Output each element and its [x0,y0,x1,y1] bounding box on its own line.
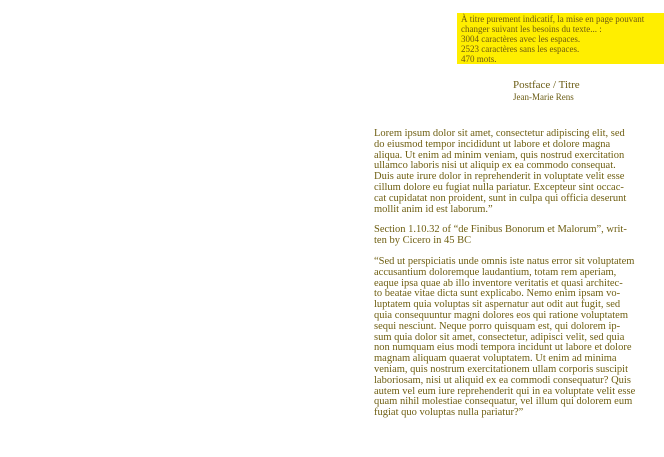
page-title: Postface / Titre [513,79,580,91]
author-name: Jean-Marie Rens [513,92,574,102]
note-line: changer suivant les besoins du texte... : [461,24,602,34]
paragraph: “Sed ut perspiciatis unde omnis iste natus error sit voluptatem accusantium doloremque laudantium, totam rem aperiam, eaque ipsa quae ab illo inventore veritatis et quasi architec- to beatae vitae dicta sunt explicabo. Nemo enim ipsam vo- luptatem quia voluptas sit aspernatur aut odit aut fugit, sed quia consequuntur magni dolores eos qui ratione voluptatem sequi nesciunt. Neque porro quisquam est, qui dolorem ip- sum quia dolor sit amet, consectetur, adipisci velit, sed quia non numquam eius modi tempora incidunt ut labore et dolore magnam aliquam quaerat voluptatem. Ut enim ad minima veniam, quis nostrum exercitationem ullam corporis suscipit laboriosam, nisi ut aliquid ex ea commodi consequatur? Quis autem vel eum iure reprehenderit qui in ea voluptate velit esse quam nihil molestiae consequatur, vel illum qui dolorem eum fugiat quo voluptas nulla pariatur?” [374,255,636,419]
note-line: À titre purement indicatif, la mise en page pouvant [461,14,645,24]
note-line: 470 mots. [461,54,497,64]
character-count-note [457,13,664,64]
paragraph: Section 1.10.32 of “de Finibus Bonorum et Malorum”, writ- ten by Cicero in 45 BC [374,224,627,247]
note-line: 2523 caractères sans les espaces. [461,44,580,54]
page-header [513,79,580,103]
paragraph: Lorem ipsum dolor sit amet, consectetur adipiscing elit, sed do eiusmod tempor incididunt ut labore et dolore magna aliqua. Ut enim ad minim veniam, quis nostrud exercitation ullamco laboris nisi ut aliquip ex ea commodo consequat. Duis aute irure dolor in reprehenderit in voluptate velit esse cillum dolore eu fugiat nulla pariatur. Excepteur sint occac- cat cupidatat non proident, sunt in culpa qui officia deserunt mollit anim id est laborum.” [374,128,627,215]
note-line: 3004 caractères avec les espaces. [461,34,581,44]
body-text [374,129,636,429]
